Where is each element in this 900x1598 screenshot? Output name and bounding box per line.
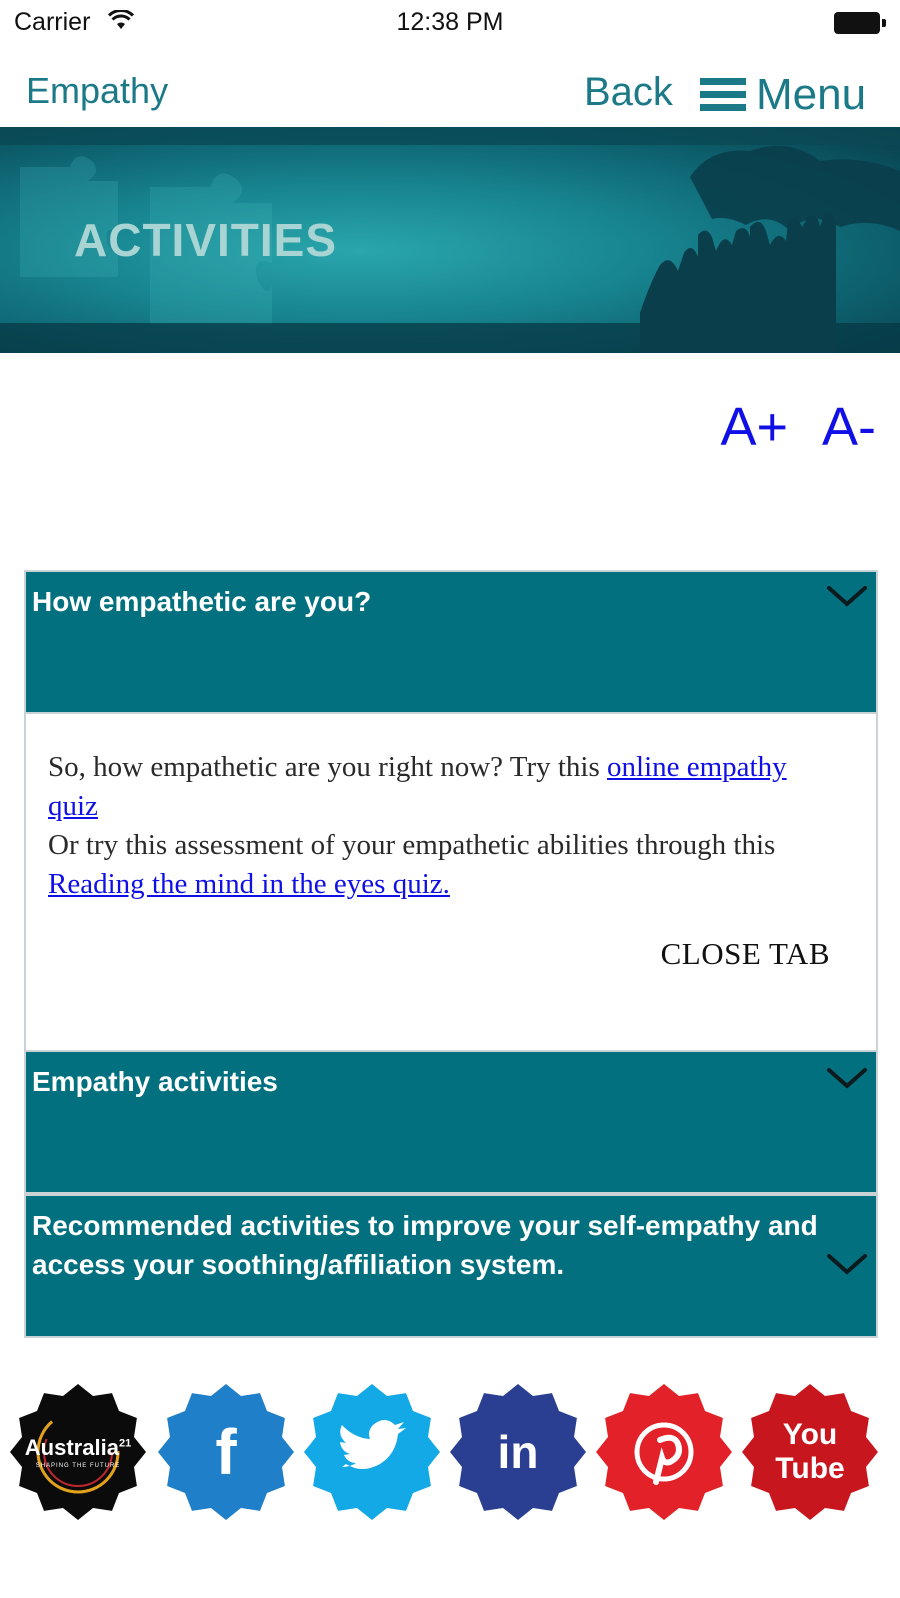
- australia21-logo: Australia$^{21}$ SHAPING THE FUTURE: [24, 1435, 132, 1469]
- menu-label: Menu: [756, 70, 867, 119]
- linkedin-icon: in: [497, 1426, 539, 1478]
- carrier-label: Carrier: [14, 8, 91, 36]
- back-button[interactable]: Back: [584, 70, 673, 114]
- twitter-badge[interactable]: [302, 1382, 442, 1522]
- accordion-title: How empathetic are you?: [32, 586, 372, 617]
- accordion-title: Empathy activities: [32, 1066, 278, 1097]
- linkedin-badge[interactable]: [448, 1382, 588, 1522]
- pinterest-badge[interactable]: [594, 1382, 734, 1522]
- accordion-title: Recommended activities to improve your self-empathy and access your soothing/affiliation system.: [32, 1210, 818, 1280]
- banner-title: ACTIVITIES: [74, 214, 338, 266]
- badge-shape: [302, 1382, 442, 1522]
- youtube-badge[interactable]: [740, 1382, 880, 1522]
- australia21-badge[interactable]: [8, 1382, 148, 1522]
- decrease-font-button[interactable]: A-: [822, 397, 876, 457]
- accordion-header-recommended-activities[interactable]: [24, 1194, 878, 1338]
- body-text-line1: So, how empathetic are you right now? Try this: [48, 751, 608, 783]
- facebook-icon: f: [215, 1416, 237, 1488]
- chevron-down-icon: [826, 1252, 868, 1276]
- body-text-line2: Or try this assessment of your empathetic abilities through this: [48, 829, 776, 861]
- online-empathy-quiz-link[interactable]: online empathy quiz: [48, 751, 787, 822]
- activities-accordion: [24, 570, 878, 1338]
- clock: 12:38 PM: [396, 8, 504, 36]
- accordion-body-text: [48, 748, 838, 904]
- reading-mind-eyes-quiz-link[interactable]: Reading the mind in the eyes quiz.: [48, 868, 450, 900]
- close-tab-button[interactable]: CLOSE TAB: [660, 936, 830, 971]
- battery-icon: [834, 12, 886, 34]
- accordion-header-how-empathetic[interactable]: [24, 570, 878, 714]
- font-size-controls: [720, 396, 876, 458]
- youtube-icon: You Tube: [775, 1418, 845, 1485]
- menu-button[interactable]: [700, 70, 866, 120]
- facebook-badge[interactable]: [156, 1382, 296, 1522]
- chevron-down-icon: [826, 1066, 868, 1090]
- header-banner: [0, 127, 900, 353]
- increase-font-button[interactable]: A+: [720, 397, 788, 457]
- status-bar: [0, 0, 900, 48]
- social-links: [8, 1382, 900, 1522]
- hamburger-icon: [700, 78, 746, 112]
- navigation-bar: [0, 48, 900, 126]
- chevron-down-icon: [826, 584, 868, 608]
- nav-title: Empathy: [26, 70, 169, 111]
- accordion-header-empathy-activities[interactable]: [24, 1050, 878, 1194]
- accordion-body-how-empathetic: [24, 714, 878, 1050]
- badge-shape: [594, 1382, 734, 1522]
